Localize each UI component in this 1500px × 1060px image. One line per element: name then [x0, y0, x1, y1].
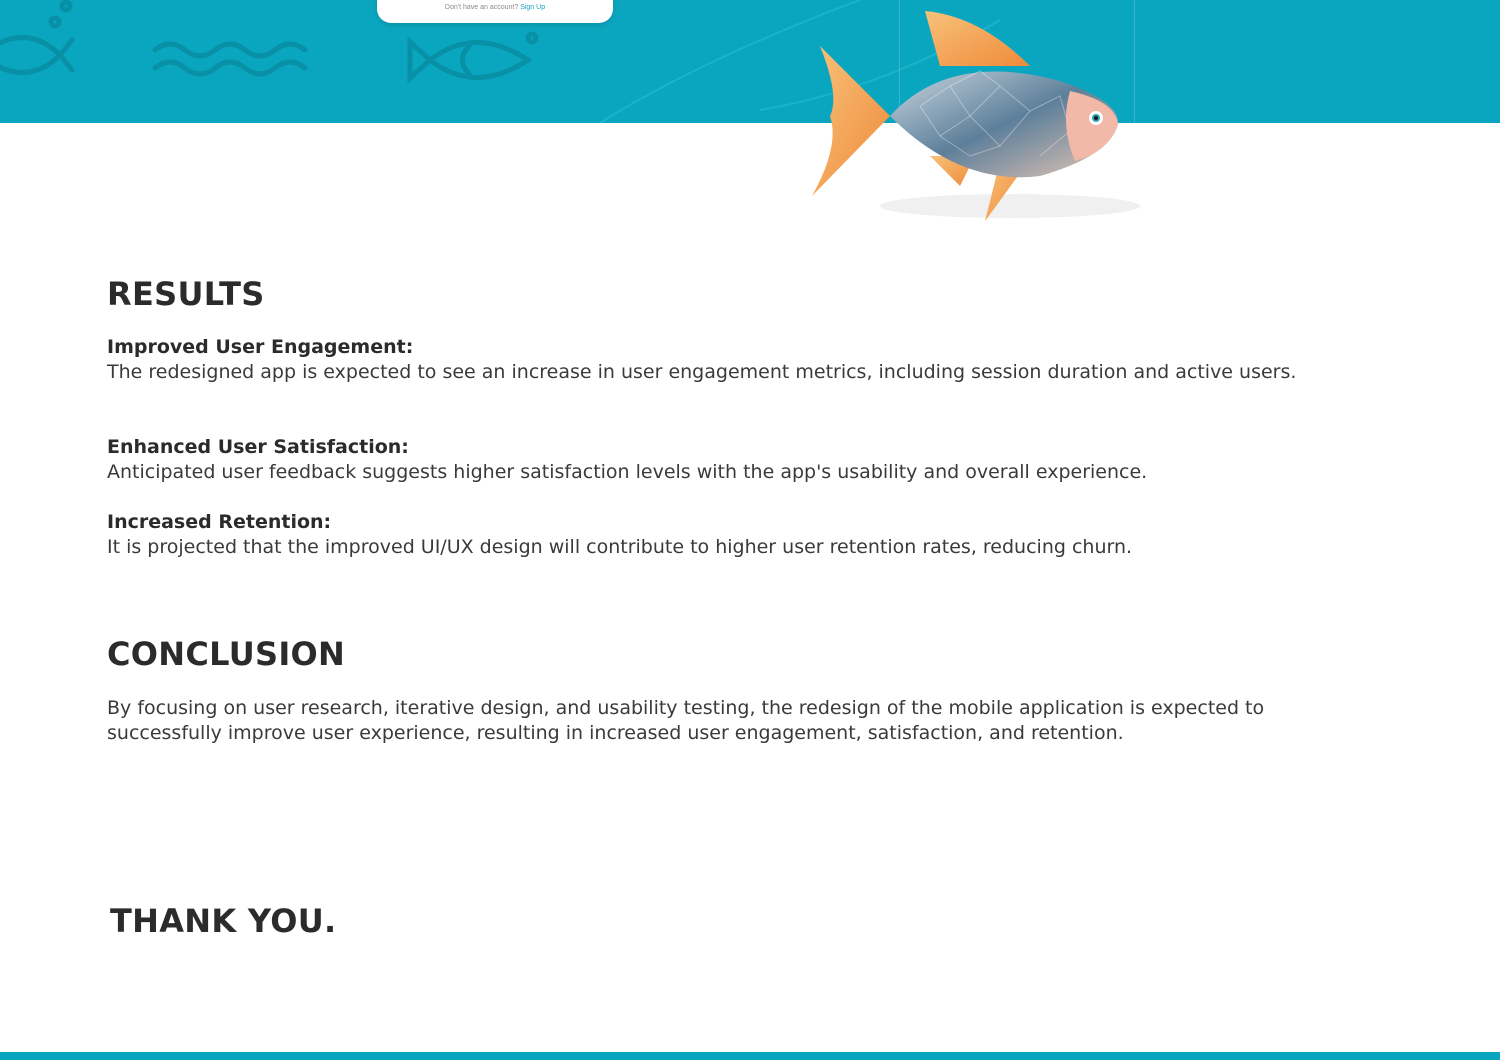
bottom-accent-bar	[0, 1052, 1500, 1060]
login-card-preview	[377, 0, 613, 23]
result-item	[107, 335, 1377, 385]
result-body: The redesigned app is expected to see an increase in user engagement metrics, including session duration and active users.	[107, 361, 1297, 383]
top-banner	[0, 0, 1500, 123]
result-item	[107, 435, 1377, 485]
result-item	[107, 510, 1377, 560]
conclusion-heading: CONCLUSION	[107, 635, 346, 673]
result-heading: Improved User Engagement:	[107, 336, 414, 358]
result-heading: Increased Retention:	[107, 511, 332, 533]
fish-pattern-icon	[0, 0, 1500, 123]
result-body: Anticipated user feedback suggests higher satisfaction levels with the app's usability and overall experience.	[107, 461, 1148, 483]
signup-link[interactable]: Sign Up	[520, 4, 546, 11]
conclusion-body: By focusing on user research, iterative design, and usability testing, the redesign of the mobile application is expected to successfully improve user experience, resulting in increased user engagement, satisfaction, and retention.	[107, 697, 1265, 744]
signup-prompt-text: Don't have an account?	[444, 4, 519, 11]
signup-prompt	[377, 3, 613, 12]
thank-you-text: THANK YOU.	[110, 902, 337, 940]
result-heading: Enhanced User Satisfaction:	[107, 436, 409, 458]
results-heading: RESULTS	[107, 275, 265, 313]
polygon-fish-illustration	[800, 6, 1150, 236]
result-body: It is projected that the improved UI/UX design will contribute to higher user retention rates, reducing churn.	[107, 536, 1133, 558]
